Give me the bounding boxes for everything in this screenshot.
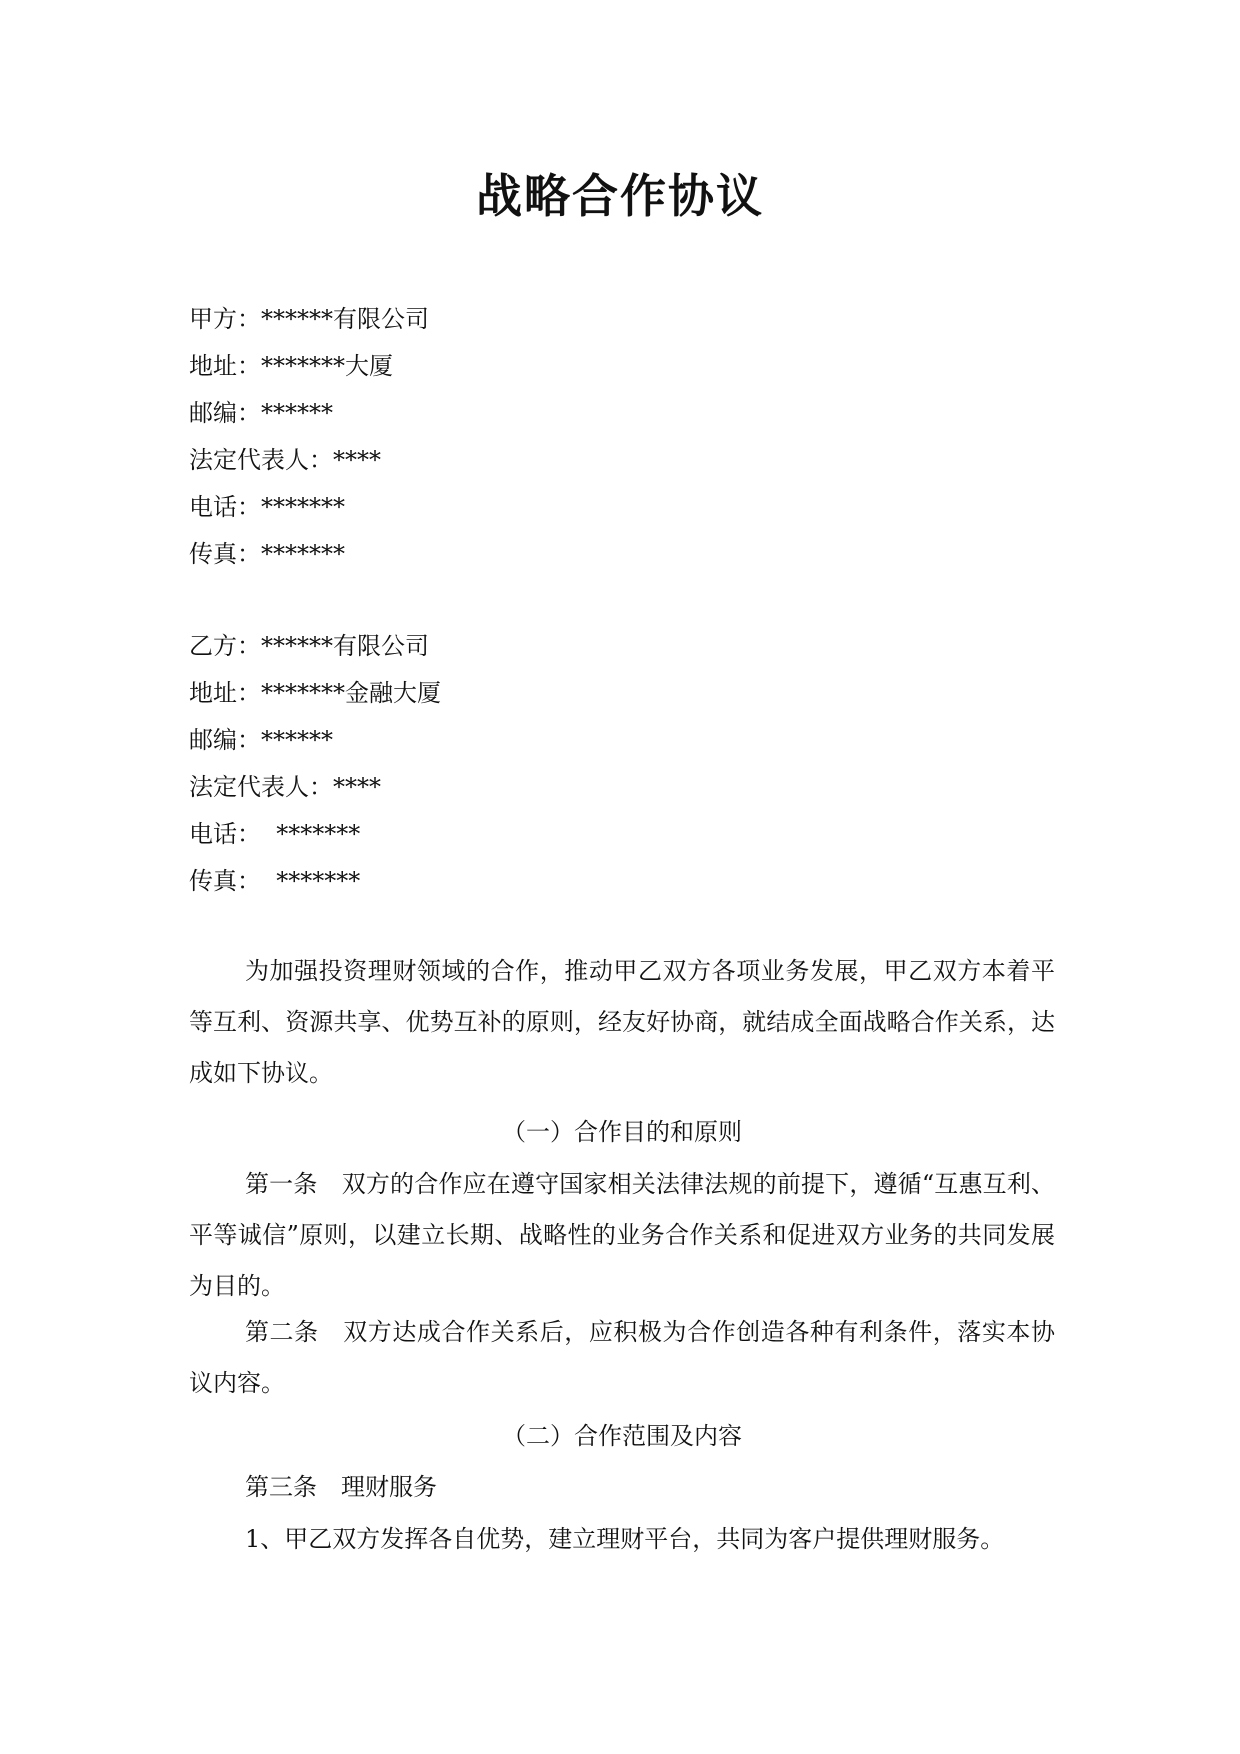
section-heading-purpose-principles: （一）合作目的和原则 (502, 1118, 742, 1146)
section-heading-scope-content: （二）合作范围及内容 (502, 1422, 742, 1450)
intro-paragraph: 为加强投资理财领域的合作，推动甲乙双方各项业务发展，甲乙双方本着平等互利、资源共享、优势互补的原则，经友好协商，就结成全面战略合作关系，达成如下协议。 (189, 957, 1055, 1087)
party-a-legal-representative: 法定代表人：**** (189, 446, 381, 474)
party-b-fax: 传真： ******* (189, 867, 361, 895)
party-b-info (189, 623, 1055, 905)
article-3-heading: 第三条 理财服务 (245, 1473, 437, 1501)
party-b-phone: 电话： ******* (189, 820, 361, 848)
party-a-info (189, 296, 1055, 578)
party-a-name: 甲方：******有限公司 (189, 305, 429, 333)
article-3-item-1: 1、甲乙双方发挥各自优势，建立理财平台，共同为客户提供理财服务。 (245, 1525, 1005, 1553)
article-2-paragraph: 第二条 双方达成合作关系后，应积极为合作创造各种有利条件，落实本协议内容。 (189, 1318, 1055, 1397)
party-b-name: 乙方：******有限公司 (189, 632, 429, 660)
party-b-legal-representative: 法定代表人：**** (189, 773, 381, 801)
party-a-fax: 传真：******* (189, 540, 345, 568)
party-a-address: 地址：*******大厦 (189, 352, 393, 380)
party-a-phone: 电话：******* (189, 493, 345, 521)
article-1-paragraph: 第一条 双方的合作应在遵守国家相关法律法规的前提下，遵循“互惠互利、平等诚信”原则，以建立长期、战略性的业务合作关系和促进双方业务的共同发展为目的。 (189, 1170, 1055, 1300)
party-a-postcode: 邮编：****** (189, 399, 333, 427)
document-title: 战略合作协议 (476, 169, 764, 223)
party-b-postcode: 邮编：****** (189, 726, 333, 754)
party-b-address: 地址：*******金融大厦 (189, 679, 441, 707)
